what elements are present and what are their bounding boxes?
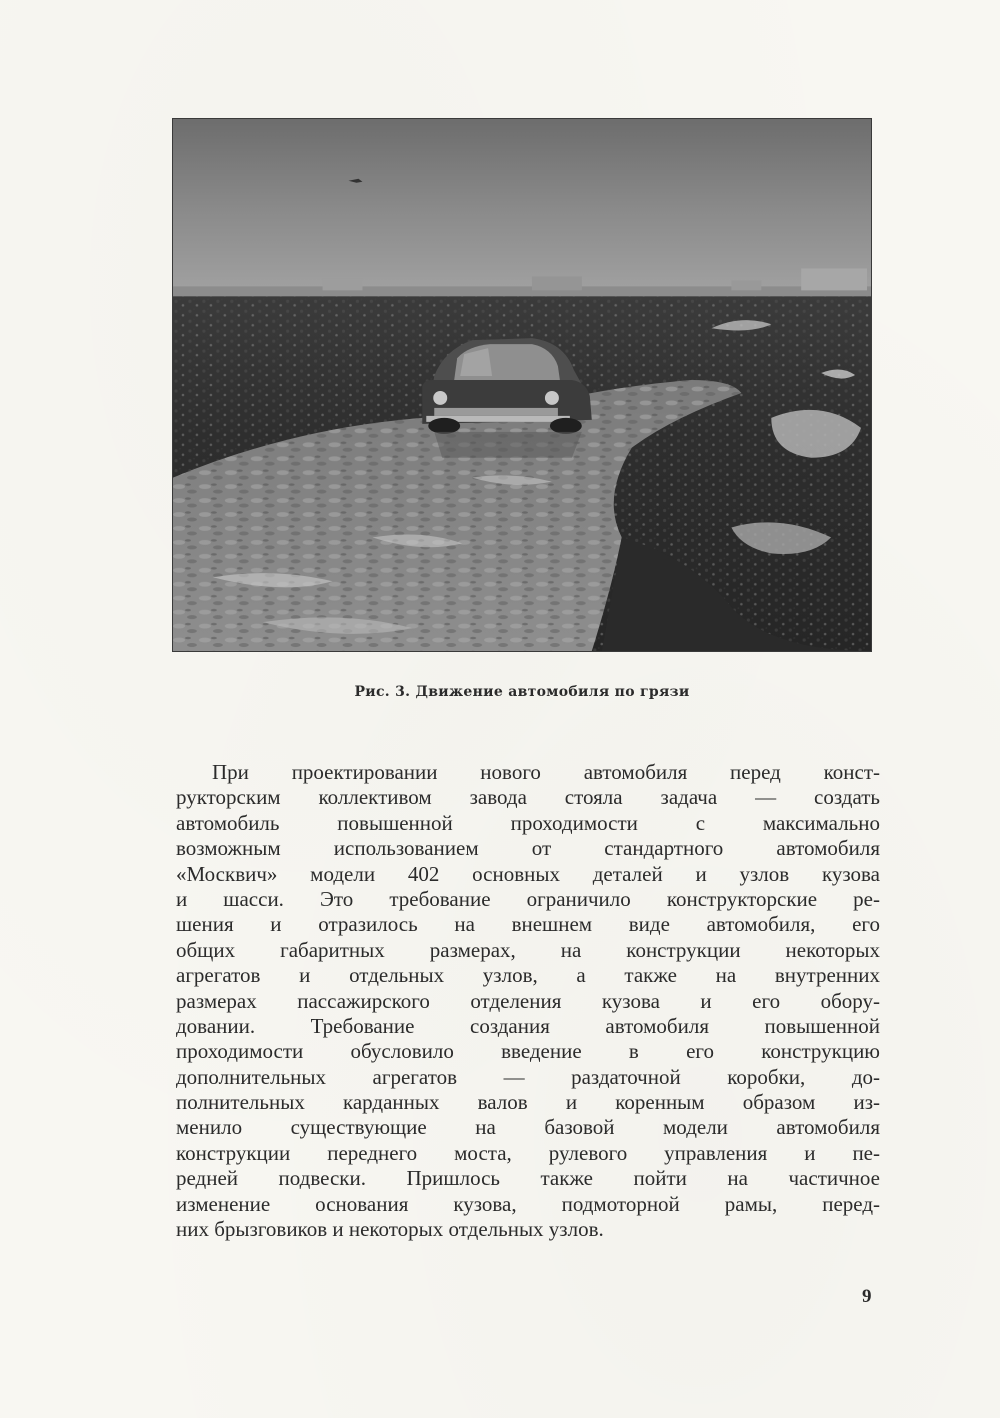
text-line: агрегатов и отдельных узлов, а также на внутренних (176, 963, 880, 988)
text-line: конструкции переднего моста, рулевого управления и пе- (176, 1140, 880, 1165)
text-line: возможным использованием от стандартного автомобиля (176, 836, 880, 861)
text-line: редней подвески. Пришлось также пойти на частичное (176, 1166, 880, 1191)
text-line: «Москвич» модели 402 основных деталей и узлов кузова (176, 861, 880, 886)
text-line: изменение основания кузова, подмоторной рамы, перед- (176, 1191, 880, 1216)
photo-car-in-mud (172, 118, 872, 652)
text-line: общих габаритных размерах, на конструкции некоторых (176, 937, 880, 962)
text-line: рукторским коллективом завода стояла задача — создать (176, 785, 880, 810)
text-line: размерах пассажирского отделения кузова и его обору- (176, 988, 880, 1013)
text-line: них брызговиков и некоторых отдельных узлов. (176, 1217, 604, 1242)
photo-illustration (173, 119, 871, 651)
text-line: дополнительных агрегатов — раздаточной коробки, до- (176, 1064, 880, 1089)
text-line: менило существующие на базовой модели автомобиля (176, 1115, 880, 1140)
car-shape (422, 338, 592, 458)
text-line: При проектировании нового автомобиля перед конст- (212, 760, 880, 784)
text-line: проходимости обусловило введение в его конструкцию (176, 1039, 880, 1064)
text-line: шения и отразилось на внешнем виде автомобиля, его (176, 912, 880, 937)
text-line: автомобиль повышенной проходимости с максимально (176, 810, 880, 835)
body-paragraph (176, 760, 880, 1242)
text-line: и шасси. Это требование ограничило конструкторские ре- (176, 886, 880, 911)
page-number: 9 (862, 1286, 872, 1307)
text-line: полнительных карданных валов и коренным образом из- (176, 1090, 880, 1115)
figure-caption: Рис. 3. Движение автомобиля по грязи (354, 684, 690, 700)
text-line: довании. Требование создания автомобиля повышенной (176, 1013, 880, 1038)
